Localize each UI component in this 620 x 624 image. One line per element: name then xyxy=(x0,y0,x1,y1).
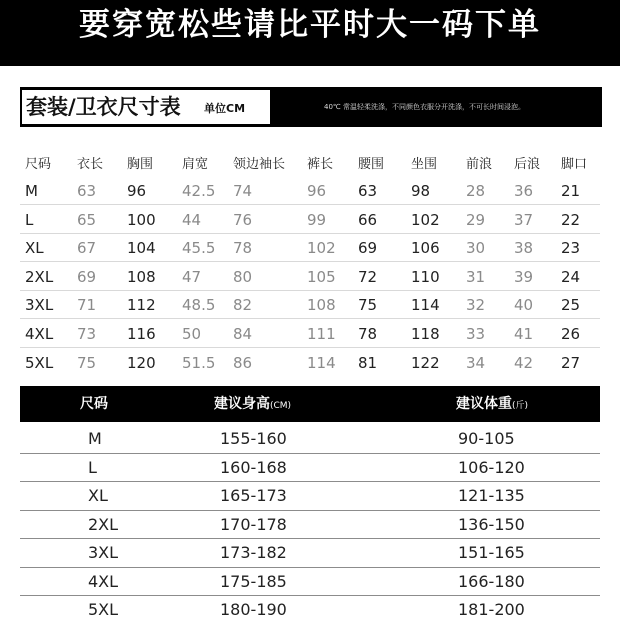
recommend-header-size: 尺码 xyxy=(80,396,108,412)
recommend-cell: 106-120 xyxy=(458,457,525,477)
recommend-row xyxy=(20,511,600,539)
size-chart-row xyxy=(20,265,600,291)
size-chart-unit: 单位CM xyxy=(204,102,246,115)
recommend-cell: 165-173 xyxy=(220,486,287,505)
size-chart-cell: 5XL xyxy=(25,353,54,372)
size-chart-cell: 104 xyxy=(127,239,156,258)
size-chart-cell: 74 xyxy=(233,182,253,200)
recommend-header-height xyxy=(214,386,291,422)
size-chart-cell: 40 xyxy=(514,296,534,315)
size-chart-cell: 51.5 xyxy=(182,353,216,372)
size-chart-header-cell: 腰围 xyxy=(358,157,385,172)
size-chart-cell: 38 xyxy=(514,239,534,258)
size-chart-cell: 73 xyxy=(77,325,97,343)
size-chart-header-cell: 前浪 xyxy=(466,157,493,172)
size-chart-cell: 41 xyxy=(514,325,534,343)
recommend-cell: 170-178 xyxy=(220,514,287,534)
size-chart-row xyxy=(20,322,600,348)
size-chart-cell: 3XL xyxy=(25,296,54,315)
size-chart-header-cell: 领边袖长 xyxy=(233,157,286,172)
recommend-cell: 181-200 xyxy=(458,600,525,619)
size-chart-cell: M xyxy=(25,182,38,200)
recommend-header-weight xyxy=(456,386,528,422)
top-banner xyxy=(0,0,620,66)
size-chart-cell: 111 xyxy=(307,325,336,343)
size-chart-row xyxy=(20,179,600,205)
recommend-header-height-label: 建议身高 xyxy=(214,396,270,412)
size-chart-cell: 82 xyxy=(233,296,253,315)
recommend-header-weight-unit: (斤) xyxy=(512,401,529,411)
recommend-cell: 5XL xyxy=(88,600,119,619)
size-chart-cell: 78 xyxy=(358,325,378,343)
size-chart-cell: 36 xyxy=(514,182,534,200)
recommend-row xyxy=(20,425,600,453)
size-chart-header-cell: 衣长 xyxy=(77,157,104,172)
size-chart-row xyxy=(20,351,600,376)
size-chart-cell: 63 xyxy=(77,182,97,200)
size-chart-cell: 50 xyxy=(182,325,202,343)
size-chart-cell: 23 xyxy=(561,239,581,258)
size-chart-cell: 21 xyxy=(561,182,581,200)
size-chart-cell: 86 xyxy=(233,353,253,372)
size-chart-cell: 2XL xyxy=(25,267,54,286)
size-chart-header-cell: 肩宽 xyxy=(182,157,209,172)
recommend-cell: 155-160 xyxy=(220,429,287,448)
size-chart-row xyxy=(20,236,600,262)
size-chart-cell: 102 xyxy=(307,239,336,258)
recommend-row xyxy=(20,482,600,510)
size-chart-cell: 80 xyxy=(233,267,253,286)
size-chart-cell: L xyxy=(25,210,34,229)
size-chart-cell: 102 xyxy=(411,210,440,229)
recommend-cell: 180-190 xyxy=(220,600,287,619)
size-chart-cell: XL xyxy=(25,239,44,258)
size-chart-cell: 78 xyxy=(233,239,253,258)
size-chart-cell: 66 xyxy=(358,210,378,229)
size-chart-cell: 45.5 xyxy=(182,239,216,258)
size-chart-cell: 69 xyxy=(77,267,97,286)
size-chart-cell: 108 xyxy=(307,296,336,315)
size-chart-cell: 44 xyxy=(182,210,202,229)
size-chart-cell: 72 xyxy=(358,267,378,286)
size-chart-cell: 47 xyxy=(182,267,202,286)
size-chart-cell: 34 xyxy=(466,353,486,372)
size-chart-cell: 71 xyxy=(77,296,97,315)
size-chart-cell: 96 xyxy=(127,182,147,200)
size-chart-header-cell: 脚口 xyxy=(561,157,588,172)
size-chart-cell: 22 xyxy=(561,210,581,229)
size-chart-row xyxy=(20,293,600,319)
size-chart-cell: 108 xyxy=(127,267,156,286)
size-chart-cell: 106 xyxy=(411,239,440,258)
size-chart-cell: 122 xyxy=(411,353,440,372)
size-chart-cell: 105 xyxy=(307,267,336,286)
size-chart-header-row xyxy=(20,152,600,177)
size-chart-cell: 4XL xyxy=(25,325,54,343)
recommend-cell: 136-150 xyxy=(458,514,525,534)
size-chart-cell: 26 xyxy=(561,325,581,343)
recommend-cell: 160-168 xyxy=(220,457,287,477)
size-chart-title: 套装/卫衣尺寸表 xyxy=(26,95,181,119)
size-chart-header-cell: 裤长 xyxy=(307,157,334,172)
size-chart-cell: 30 xyxy=(466,239,486,258)
recommend-row xyxy=(20,568,600,596)
size-chart-cell: 114 xyxy=(307,353,336,372)
size-chart-row xyxy=(20,208,600,234)
recommend-table-header xyxy=(20,386,600,422)
size-chart-cell: 24 xyxy=(561,267,581,286)
size-chart-header-cell: 后浪 xyxy=(514,157,541,172)
recommend-row xyxy=(20,539,600,567)
recommend-cell: M xyxy=(88,429,102,448)
size-chart-cell: 33 xyxy=(466,325,486,343)
recommend-cell: L xyxy=(88,457,97,477)
size-chart-cell: 28 xyxy=(466,182,486,200)
size-chart-cell: 75 xyxy=(77,353,97,372)
size-chart-cell: 39 xyxy=(514,267,534,286)
size-chart-cell: 48.5 xyxy=(182,296,216,315)
recommend-cell: 173-182 xyxy=(220,543,287,562)
size-chart-cell: 31 xyxy=(466,267,486,286)
recommend-cell: 166-180 xyxy=(458,571,525,591)
size-chart-cell: 67 xyxy=(77,239,97,258)
recommend-cell: 121-135 xyxy=(458,486,525,505)
size-chart-cell: 120 xyxy=(127,353,156,372)
recommend-cell: XL xyxy=(88,486,108,505)
size-chart-cell: 84 xyxy=(233,325,253,343)
recommend-cell: 3XL xyxy=(88,543,119,562)
size-chart-cell: 81 xyxy=(358,353,378,372)
recommend-cell: 2XL xyxy=(88,514,119,534)
size-chart-cell: 63 xyxy=(358,182,378,200)
recommend-cell: 90-105 xyxy=(458,429,515,448)
size-chart-cell: 27 xyxy=(561,353,581,372)
size-chart-cell: 42 xyxy=(514,353,534,372)
size-chart-cell: 110 xyxy=(411,267,440,286)
size-chart-cell: 96 xyxy=(307,182,327,200)
banner-text: 要穿宽松些请比平时大一码下单 xyxy=(79,7,541,43)
size-chart-cell: 75 xyxy=(358,296,378,315)
recommend-header-height-unit: (CM) xyxy=(270,401,292,411)
washing-note: 40℃ 常温轻柔洗涤，不同颜色衣服分开洗涤，不可长时间浸泡。 xyxy=(324,103,525,111)
size-chart-header-cell: 坐围 xyxy=(411,157,438,172)
size-chart-cell: 65 xyxy=(77,210,97,229)
size-chart-cell: 112 xyxy=(127,296,156,315)
recommend-cell: 4XL xyxy=(88,571,119,591)
size-chart-cell: 25 xyxy=(561,296,581,315)
size-chart-cell: 116 xyxy=(127,325,156,343)
size-chart-header-cell: 尺码 xyxy=(25,157,52,172)
size-chart-cell: 118 xyxy=(411,325,440,343)
size-chart-cell: 42.5 xyxy=(182,182,216,200)
size-chart-cell: 99 xyxy=(307,210,327,229)
size-chart-header-cell: 胸围 xyxy=(127,157,154,172)
size-chart-cell: 114 xyxy=(411,296,440,315)
size-chart-cell: 32 xyxy=(466,296,486,315)
recommend-cell: 175-185 xyxy=(220,571,287,591)
size-chart-cell: 98 xyxy=(411,182,431,200)
size-chart-cell: 29 xyxy=(466,210,486,229)
size-chart-cell: 69 xyxy=(358,239,378,258)
recommend-header-weight-label: 建议体重 xyxy=(456,396,512,412)
recommend-row xyxy=(20,454,600,482)
size-chart-cell: 76 xyxy=(233,210,253,229)
recommend-cell: 151-165 xyxy=(458,543,525,562)
size-chart-cell: 100 xyxy=(127,210,156,229)
size-chart-cell: 37 xyxy=(514,210,534,229)
